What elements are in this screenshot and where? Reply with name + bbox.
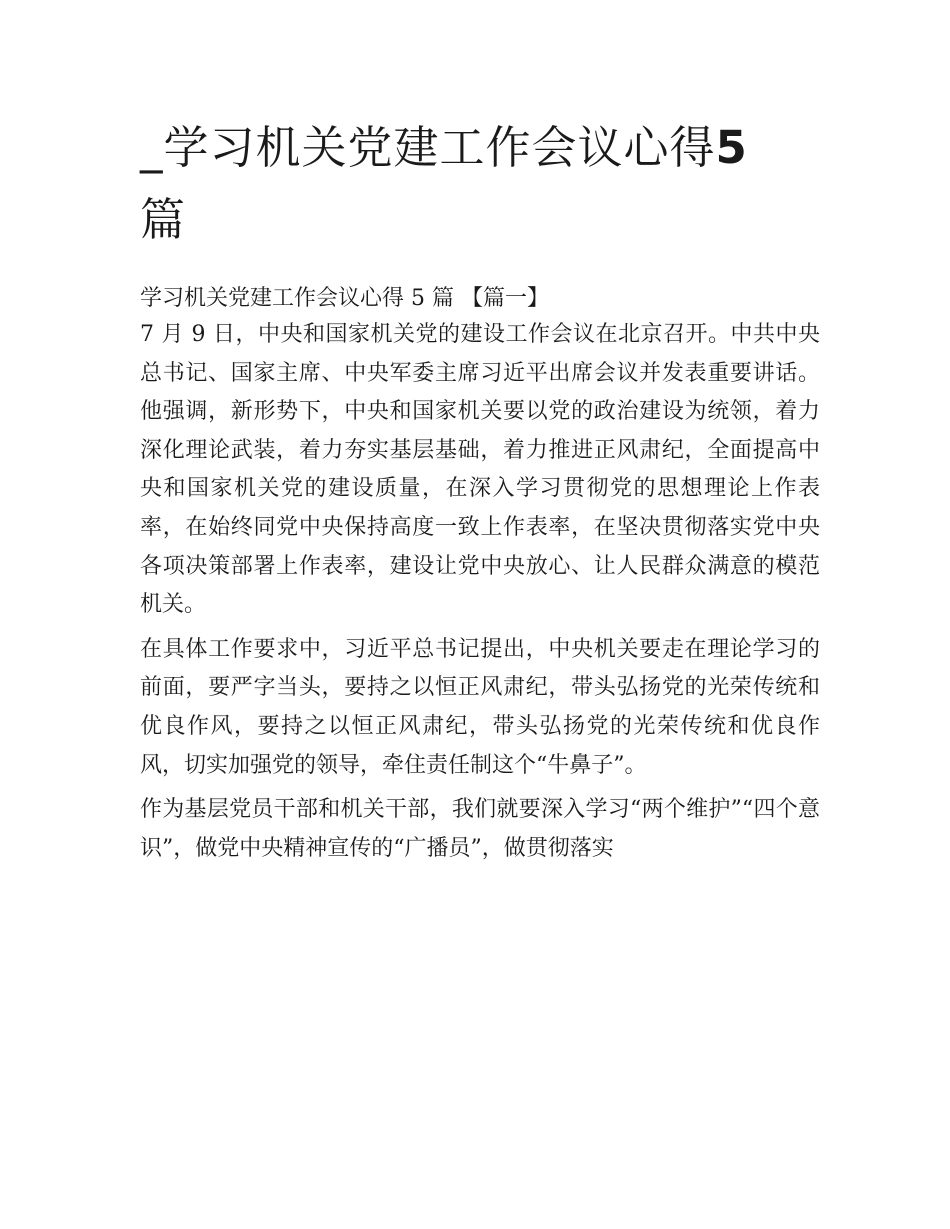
title-suffix: 篇	[140, 193, 187, 246]
document-title	[140, 112, 820, 256]
title-prefix: _学习机关党建工作会议心得	[140, 121, 716, 174]
paragraph-2: 在具体工作要求中，习近平总书记提出，中央机关要走在理论学习的前面，要严字当头，要持之以恒正风肃纪，带头弘扬党的光荣传统和优良作风，要持之以恒正风肃纪，带头弘扬党的光荣传统和优良作风，切实加强党的领导，牵住责任制这个“牛鼻子”。	[140, 636, 820, 778]
document-subtitle: 学习机关党建工作会议心得 5 篇 【篇一】	[140, 286, 549, 311]
paragraph-1: 7 月 9 日，中央和国家机关党的建设工作会议在北京召开。中共中央总书记、国家主席、中央军委主席习近平出席会议并发表重要讲话。他强调，新形势下，中央和国家机关要以党的政治建设为统领，着力深化理论武装，着力夯实基层基础，着力推进正风肃纪，全面提高中央和国家机关党的建设质量，在深入学习贯彻党的思想理论上作表率，在始终同党中央保持高度一致上作表率，在坚决贯彻落实党中央各项决策部署上作表率，建设让党中央放心、让人民群众满意的模范机关。	[140, 322, 820, 618]
title-number: 5	[715, 121, 748, 174]
paragraph-3: 作为基层党员干部和机关干部，我们就要深入学习“两个维护”“四个意识”，做党中央精神宣传的“广播员”，做贯彻落实	[140, 797, 820, 861]
document-page	[140, 112, 820, 868]
